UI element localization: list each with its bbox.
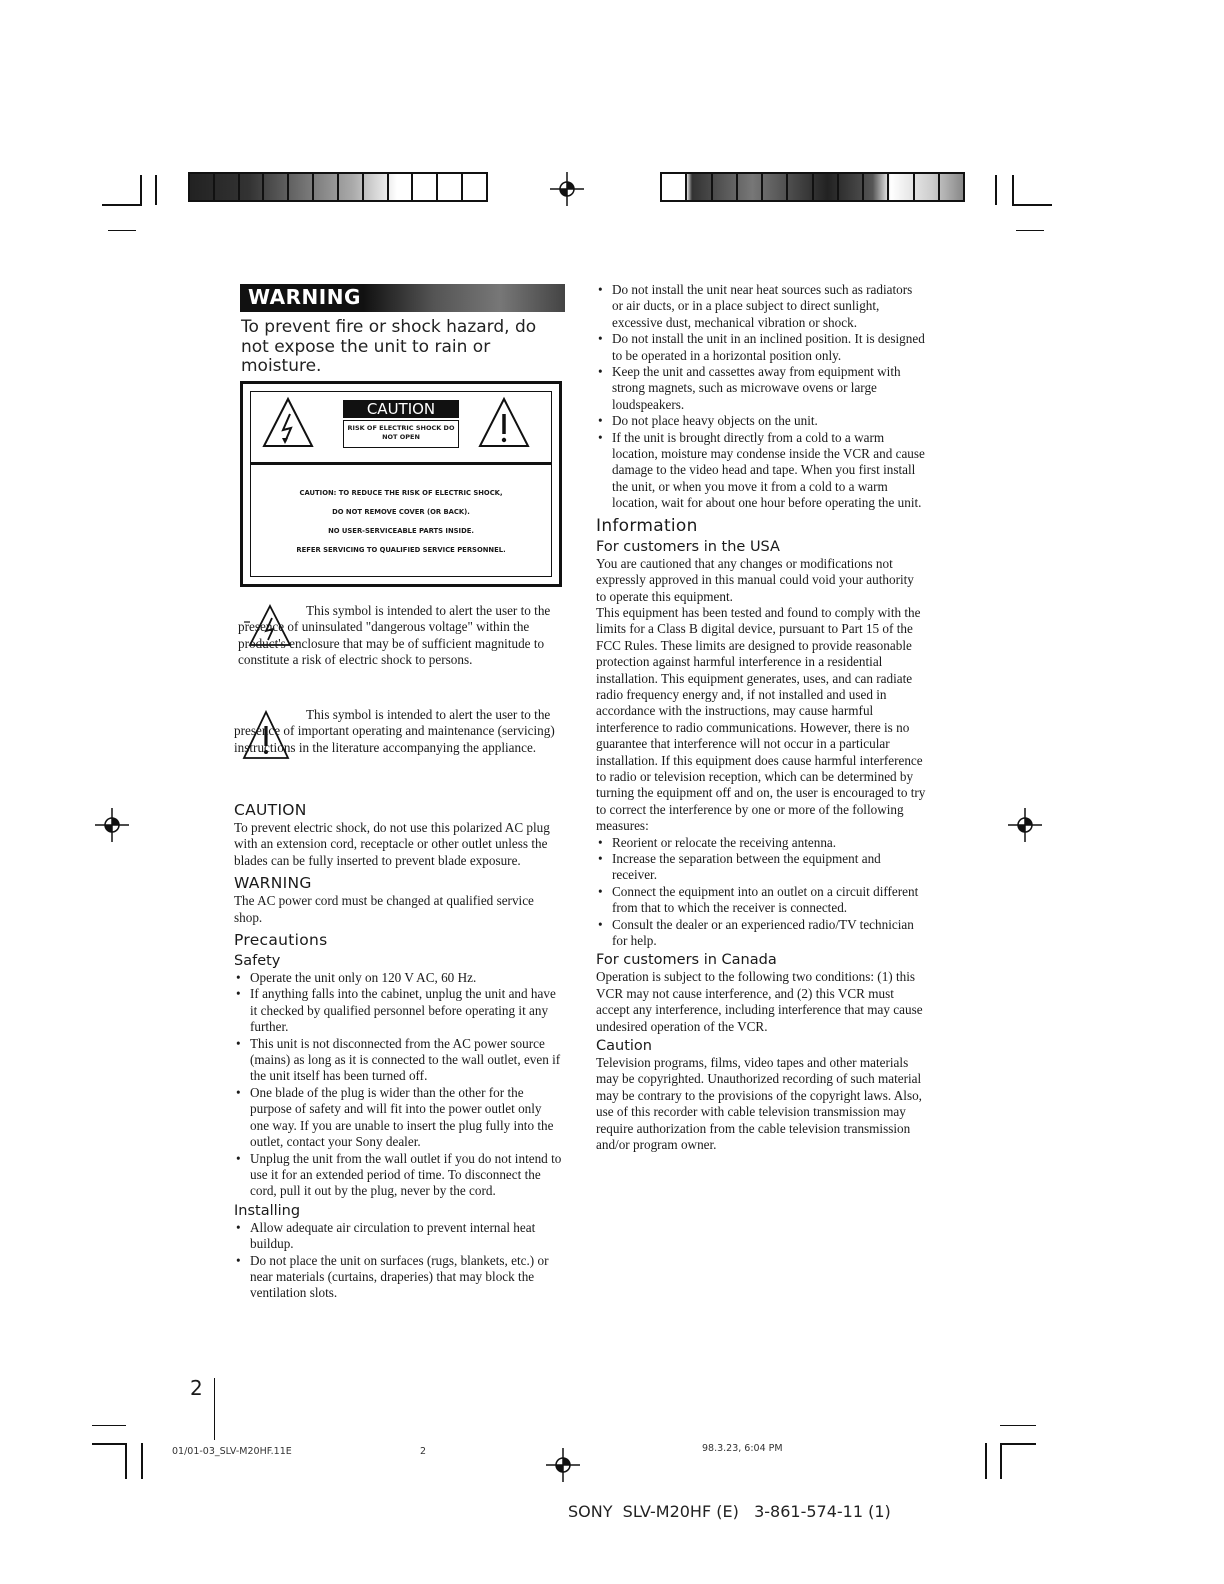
- list-item: • Increase the separation between the equipment and receiver.: [596, 851, 926, 884]
- list-item: • This unit is not disconnected from the AC power source (mains) as long as it is connected to the wall outlet, even if the unit itself has been turned off.: [234, 1036, 562, 1085]
- symbol-note-exclamation: [234, 707, 564, 756]
- installing-list-part2: [596, 282, 926, 512]
- hazard-statement: To prevent fire or shock hazard, do not expose the unit to rain or moisture.: [241, 317, 537, 376]
- list-item: • Connect the equipment into an outlet on a circuit different from that to which the receiver is connected.: [596, 884, 926, 917]
- list-item: • Do not install the unit in an inclined position. It is designed to be operated in a horizontal position only.: [596, 331, 926, 364]
- list-item: • Do not install the unit near heat sources such as radiators or air ducts, or in a place subject to direct sunlight, excessive dust, mechanical vibration or shock.: [596, 282, 926, 331]
- page-number-rule: [214, 1378, 215, 1440]
- symbol-note-text: This symbol is intended to alert the user to the presence of important operating and maintenance (servicing) instructions in the literature accompanying the appliance.: [234, 707, 555, 755]
- page-number: 2: [190, 1376, 203, 1400]
- canada-text: Operation is subject to the following two conditions: (1) this VCR may not cause interference, and (2) this VCR must accept any interference, including interference that may cause undesired operation of the VCR.: [596, 969, 923, 1034]
- crop-mark: [125, 1443, 127, 1479]
- copyright-caution-heading: Caution: [596, 1038, 652, 1055]
- list-item: • Operate the unit only on 120 V AC, 60 Hz.: [234, 970, 562, 986]
- warning-heading: WARNING: [234, 874, 312, 893]
- caution-label: CAUTION: [343, 400, 459, 418]
- registration-crosshair-icon: [550, 172, 584, 206]
- caution-line: CAUTION: TO REDUCE THE RISK OF ELECTRIC SHOCK,: [299, 489, 503, 497]
- caution-heading: CAUTION: [234, 801, 307, 819]
- right-column-body: [596, 282, 926, 1154]
- caution-text: To prevent electric shock, do not use this polarized AC plug with an extension cord, receptacle or other outlet unless the blades can be fully inserted to prevent blade exposure.: [234, 820, 550, 868]
- caution-line: REFER SERVICING TO QUALIFIED SERVICE PERSONNEL.: [296, 546, 506, 554]
- crop-mark: [155, 175, 157, 205]
- crop-mark: [92, 1443, 126, 1445]
- list-item: • Do not place the unit on surfaces (rugs, blankets, etc.) or near materials (curtains, draperies) that may block the ventilation slots.: [234, 1253, 562, 1302]
- registration-bar-right: [660, 172, 965, 202]
- symbol-note-text: This symbol is intended to alert the user to the presence of uninsulated "dangerous voltage" within the product's enclosure that may be of sufficient magnitude to constitute a risk of electric shock to persons.: [238, 603, 551, 668]
- usa-heading: For customers in the USA: [596, 538, 780, 555]
- caution-box-lines: [253, 484, 549, 560]
- usa-paragraph-2: This equipment has been tested and found to comply with the limits for a Class B digital device, pursuant to Part 15 of the FCC Rules. These limits are designed to provide reasonable protection against harmful interference in a residential installation. This equipment generates, uses, and can radiate radio frequency energy and, if not installed and used in accordance with the instructions, may cause harmful interference to radio communications. However, there is no guarantee that interference will not occur in a particular installation. If this equipment does cause harmful interference to radio or television reception, which can be determined by turning the equipment off and on, the user is encouraged to try to correct the interference by one or more of the following measures:: [596, 604, 926, 834]
- warning-banner: [240, 284, 565, 312]
- crop-mark: [1000, 1443, 1036, 1445]
- information-heading: Information: [596, 515, 698, 536]
- registration-crosshair-icon: [1008, 808, 1042, 842]
- crop-mark: [1012, 204, 1052, 206]
- exclamation-warning-icon: [477, 396, 531, 450]
- symbol-note-lightning: [238, 603, 564, 669]
- caution-sublabel: RISK OF ELECTRIC SHOCK DO NOT OPEN: [343, 420, 459, 448]
- list-item: • One blade of the plug is wider than the other for the purpose of safety and will fit into the power outlet only one way. If you are unable to insert the plug fully into the outlet, contact your Sony dealer.: [234, 1085, 562, 1151]
- list-item: • Unplug the unit from the wall outlet if you do not intend to use it for an extended period of time. To disconnect the cord, pull it out by the plug, never by the cord.: [234, 1151, 562, 1200]
- crop-mark: [140, 175, 142, 205]
- crop-mark: [102, 204, 142, 206]
- crop-mark: [1000, 1425, 1036, 1426]
- precautions-heading: Precautions: [234, 931, 328, 950]
- crop-mark: [141, 1443, 143, 1479]
- crop-mark: [1012, 175, 1014, 205]
- installing-heading: Installing: [234, 1202, 301, 1219]
- registration-crosshair-icon: [546, 1448, 580, 1482]
- list-item: • If anything falls into the cabinet, unplug the unit and have it checked by qualified personnel before operating it any further.: [234, 986, 562, 1035]
- safety-heading: Safety: [234, 953, 281, 970]
- left-column-body: [234, 796, 562, 1302]
- footer-timestamp: 98.3.23, 6:04 PM: [702, 1443, 783, 1454]
- installing-list-part1: [234, 1220, 562, 1302]
- crop-mark: [92, 1425, 126, 1426]
- lightning-warning-icon: [261, 396, 315, 450]
- usa-paragraph-1: You are cautioned that any changes or modifications not expressly approved in this manual could void your authority to operate this equipment.: [596, 555, 914, 604]
- crop-mark: [985, 1443, 987, 1479]
- list-item: • Consult the dealer or an experienced radio/TV technician for help.: [596, 917, 926, 950]
- footer-model-code: SONY SLV-M20HF (E) 3-861-574-11 (1): [568, 1502, 891, 1521]
- safety-list: [234, 970, 562, 1200]
- crop-mark: [1016, 230, 1044, 231]
- caution-box-divider: [250, 462, 552, 465]
- list-item: • Keep the unit and cassettes away from equipment with strong magnets, such as microwave ovens or large loudspeakers.: [596, 364, 926, 413]
- copyright-caution-text: Television programs, films, video tapes and other materials may be copyrighted. Unauthorized recording of such material may be contrary to the provisions of the copyright laws. Also, use of this recorder with cable television transmission may require authorization from the cable television transmission and/or program owner.: [596, 1055, 922, 1153]
- caution-label-box: [240, 381, 562, 587]
- registration-bar-left: [188, 172, 488, 202]
- canada-heading: For customers in Canada: [596, 952, 777, 969]
- list-item: • Do not place heavy objects on the unit.: [596, 413, 926, 429]
- list-item: • Allow adequate air circulation to prevent internal heat buildup.: [234, 1220, 562, 1253]
- caution-line: NO USER-SERVICEABLE PARTS INSIDE.: [328, 527, 474, 535]
- warning-banner-label: WARNING: [248, 285, 361, 309]
- caution-line: DO NOT REMOVE COVER (OR BACK).: [332, 508, 470, 516]
- crop-mark: [995, 175, 997, 205]
- list-item: • Reorient or relocate the receiving antenna.: [596, 835, 926, 851]
- footer-page-number: 2: [420, 1446, 427, 1457]
- warning-text: The AC power cord must be changed at qualified service shop.: [234, 893, 534, 925]
- list-item: • If the unit is brought directly from a cold to a warm location, moisture may condense inside the VCR and cause damage to the video head and tape. When you first install the unit, or when you move it from a cold to a warm location, wait for about one hour before operating the unit.: [596, 430, 926, 512]
- footer-file-name: 01/01-03_SLV-M20HF.11E: [172, 1446, 292, 1457]
- crop-mark: [108, 230, 136, 231]
- registration-crosshair-icon: [95, 808, 129, 842]
- crop-mark: [1000, 1443, 1002, 1479]
- usa-measures-list: [596, 835, 926, 950]
